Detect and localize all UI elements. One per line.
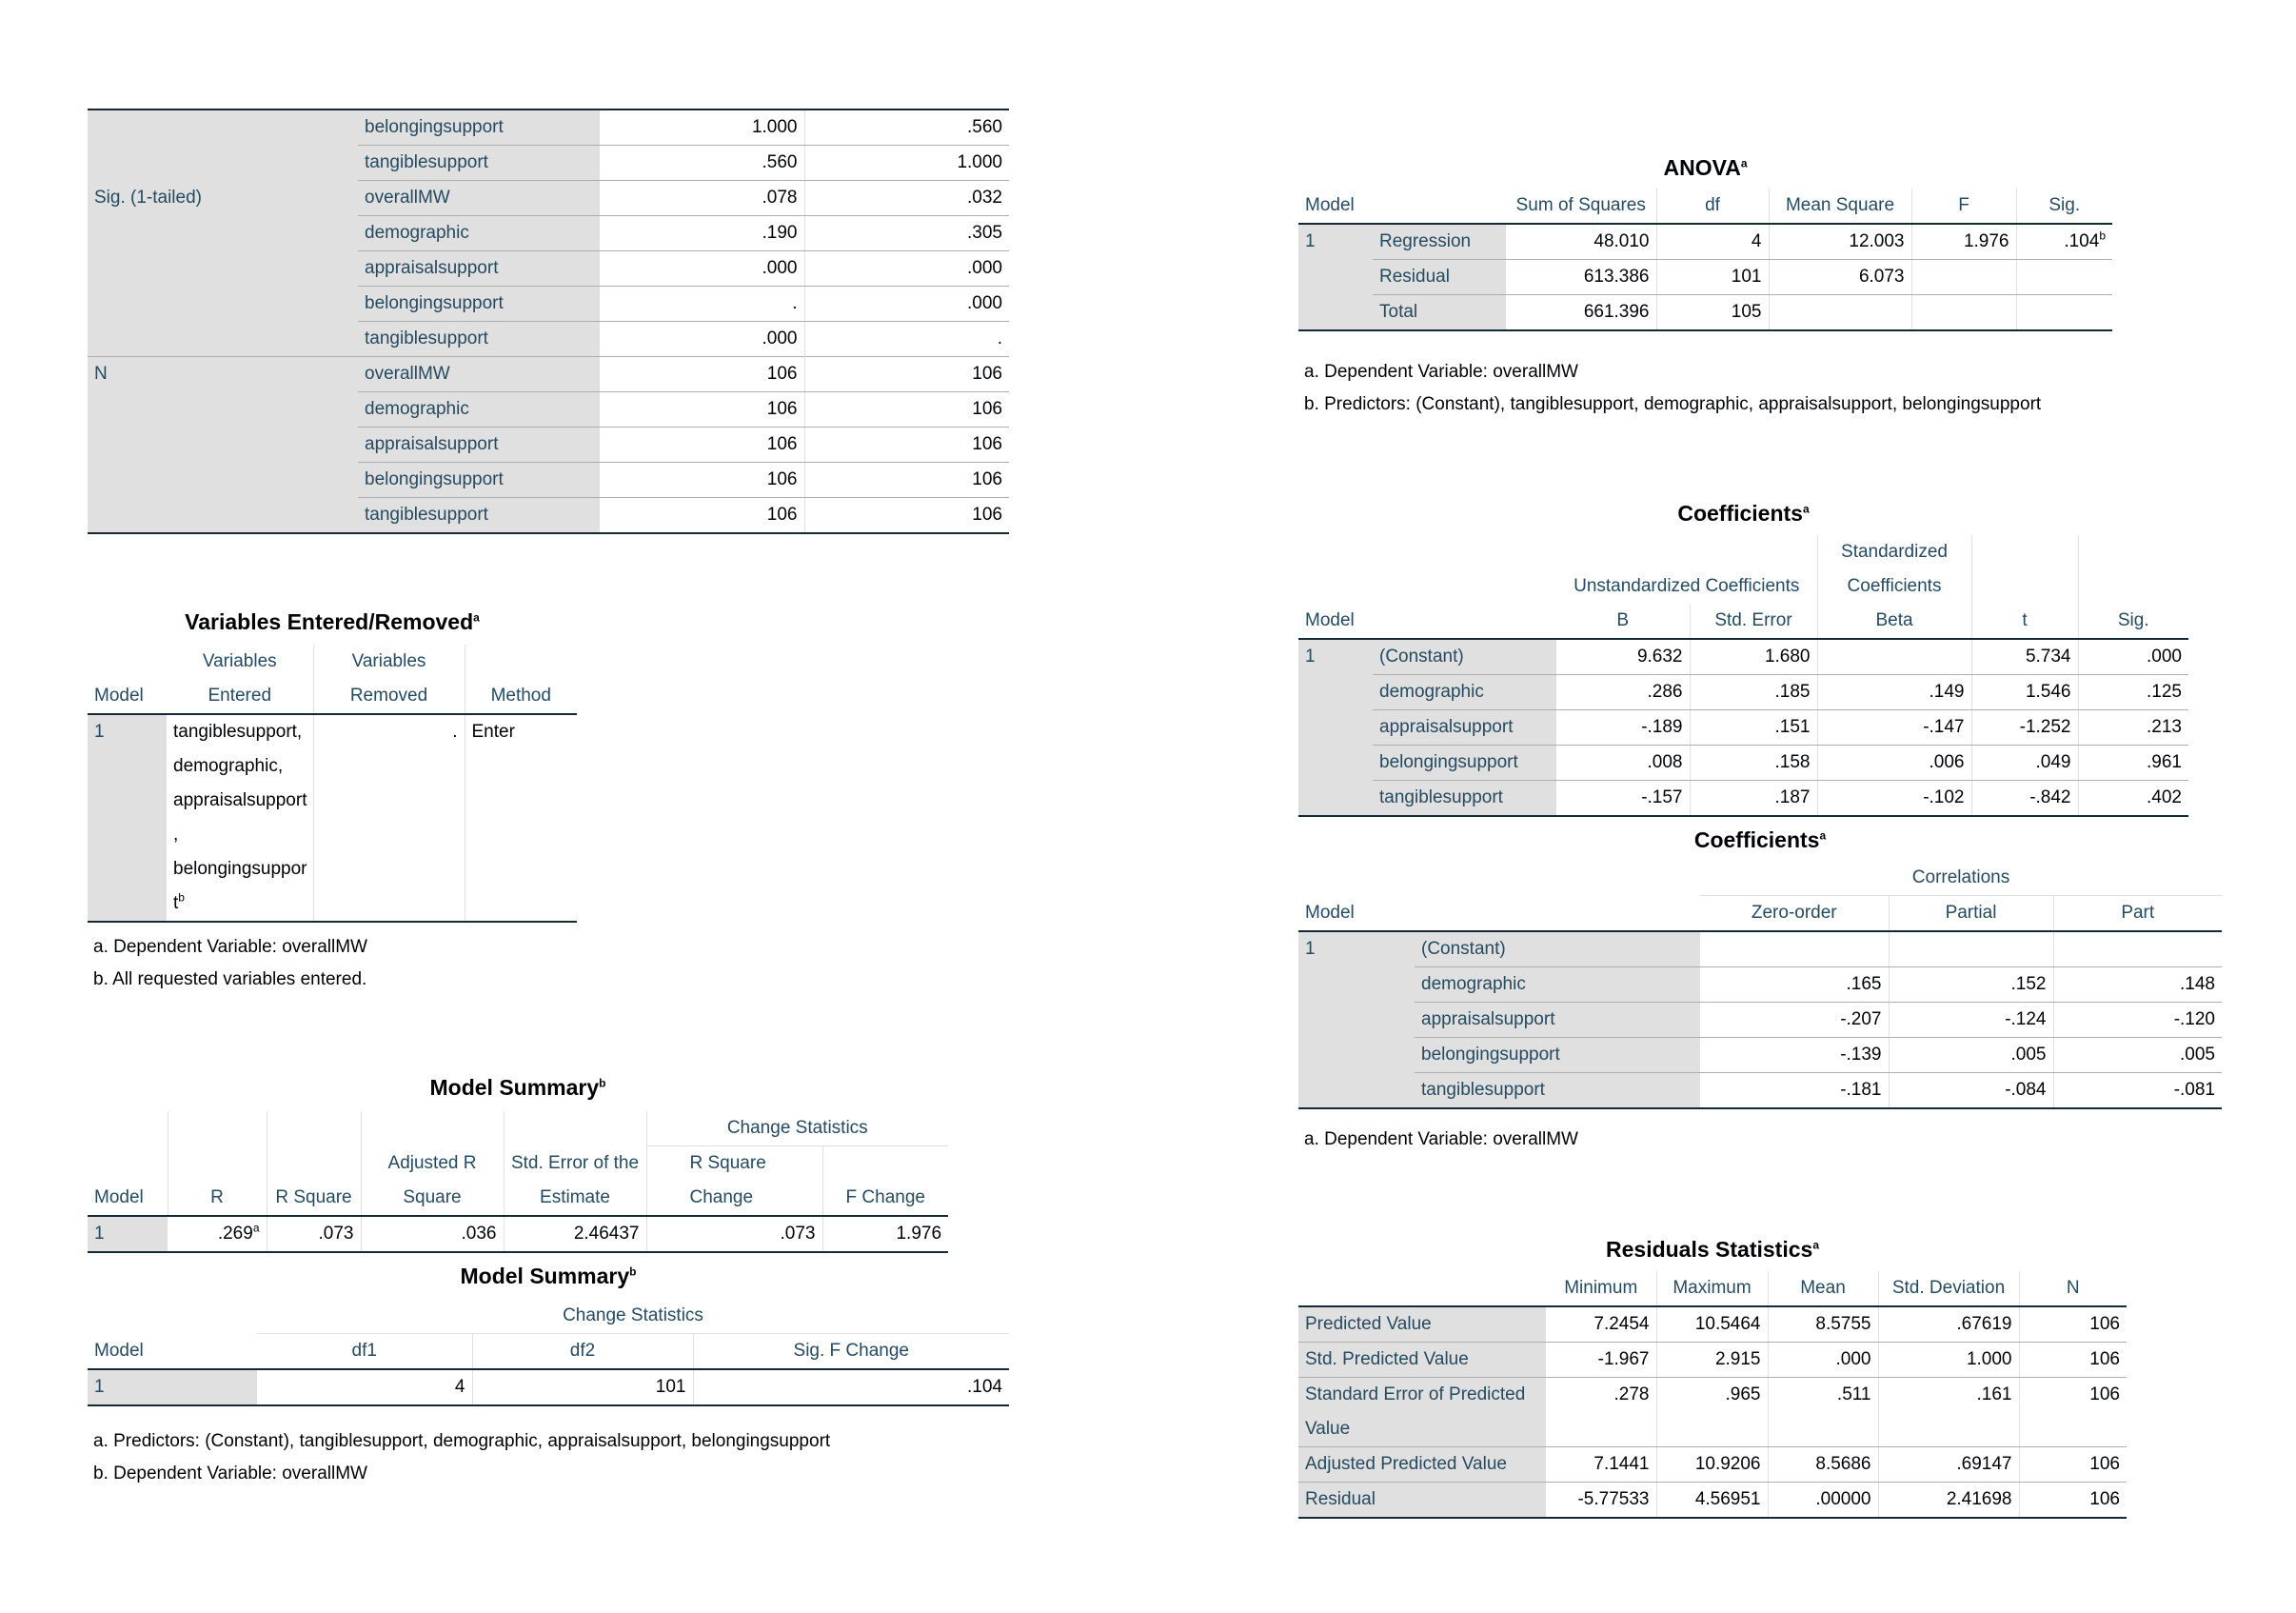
model-number: 1 [1298,931,1415,967]
cell: 2.41698 [1878,1483,2019,1519]
cell: -.081 [2173,1080,2215,1100]
cell: .213 [2078,710,2188,746]
col-header: Square [361,1181,504,1216]
col-header: R [168,1181,267,1216]
col-header: Mean Square [1769,189,1911,224]
row-label: Residual [1298,1483,1546,1519]
cell: 10.9206 [1656,1447,1768,1483]
row-label: belongingsupport [358,110,600,146]
cell: .67619 [1878,1306,2019,1343]
cell: .000 [1768,1343,1878,1378]
cell: 106 [600,463,804,498]
cell: 4 [257,1369,472,1405]
cell [1911,295,2016,331]
col-group-header: Change Statistics [257,1299,1009,1334]
col-header: Variables [167,645,313,679]
cell [1889,931,2053,967]
col-header: df1 [257,1334,472,1370]
cell: .125 [2078,675,2188,710]
footnote: a. Dependent Variable: overallMW [1304,362,1578,382]
cell: .402 [2147,787,2182,807]
col-header: Model [88,1181,168,1216]
col-header: Adjusted R [361,1146,504,1182]
cell: -.842 [1971,781,2078,817]
col-header: Coefficients [1817,569,1971,604]
cell: 101 [1656,260,1769,295]
cell: .073 [646,1216,822,1252]
cell: -.139 [1700,1038,1889,1073]
col-header: Variables [313,645,465,679]
col-header: Standardized [1817,535,1971,569]
row-label: belongingsupport [358,287,600,322]
cell: .560 [804,110,1009,146]
col-header: Partial [1889,896,2053,932]
row-label: tangiblesupport [358,146,600,181]
col-header: df [1656,189,1769,224]
model-summary-2-table [88,1299,1009,1406]
cell: 7.1441 [1546,1447,1656,1483]
correlations-table [88,109,1009,534]
anova-table [1298,189,2112,331]
col-header: Removed [313,679,465,714]
cell: .073 [267,1216,361,1252]
col-header: Std. Deviation [1878,1271,2019,1306]
cell: -.181 [1700,1073,1889,1109]
cell: -.207 [1700,1003,1889,1038]
cell: .149 [1817,675,1971,710]
cell: .190 [600,216,804,251]
anova-title: ANOVA$^a$ [1663,155,1748,180]
cell: 1.680 [1690,639,1817,675]
cell: .165 [1700,967,1889,1003]
col-header: Maximum [1656,1271,1768,1306]
row-label: demographic [358,392,600,428]
col-header: Model [1305,610,1355,630]
cell: 2.46437 [504,1216,646,1252]
cell: 1.976 [1911,224,2016,260]
model-summary-title: Model Summary$^b$ [429,1075,606,1100]
footnote: a. Dependent Variable: overallMW [93,937,367,957]
cell: 101 [472,1369,693,1405]
row-label: appraisalsupport [1415,1003,1700,1038]
coefficients-table [1298,535,2188,817]
col-header: B [1556,604,1690,639]
variables-entered-table [88,645,577,923]
model-number: 1 [88,1369,257,1405]
cell: 106 [2019,1343,2127,1378]
cell: 106 [804,463,1009,498]
col-header: Sig. F Change [793,1341,909,1361]
col-header: Method [490,686,551,706]
cell: -5.77533 [1546,1483,1656,1519]
cell: 106 [972,505,1002,525]
col-header: Model [94,1340,144,1361]
row-label: Residual [1373,260,1506,295]
cell: 661.396 [1506,295,1656,331]
cell: .049 [1971,746,2078,781]
cell: .511 [1768,1378,1878,1447]
footnote: b. Predictors: (Constant), tangiblesupport, demographic, appraisalsupport, belongingsupport [1304,394,2042,414]
row-label: (Constant) [1415,931,1700,967]
cell: .187 [1690,781,1817,817]
cell: 48.010 [1506,224,1656,260]
cell: .158 [1690,746,1817,781]
col-header: R Square [267,1181,361,1216]
row-label: overallMW [358,181,600,216]
cell: 106 [600,498,804,534]
col-header: Beta [1817,604,1971,639]
col-header: Change [646,1181,822,1216]
cell: 105 [1656,295,1769,331]
cell [1769,295,1911,331]
cell: .965 [1656,1378,1768,1447]
cell [1817,639,1971,675]
cell: .104 [967,1377,1002,1397]
cell: 106 [804,428,1009,463]
model-number: 1 [88,714,167,922]
cell: 106 [600,428,804,463]
cell: .148 [2053,967,2222,1003]
cell: .032 [804,181,1009,216]
cell: -.157 [1556,781,1690,817]
col-header: R Square [646,1146,822,1182]
cell: .151 [1690,710,1817,746]
cell: 106 [600,357,804,392]
col-header: F [1911,189,2016,224]
col-header: df2 [472,1334,693,1370]
cell: 4.56951 [1656,1483,1768,1519]
cell: 613.386 [1506,260,1656,295]
row-label: appraisalsupport [358,428,600,463]
cell: -.120 [2053,1003,2222,1038]
cell: .000 [804,287,1009,322]
row-label: Total [1373,295,1506,331]
cell: .000 [600,251,804,287]
cell: .269$^a$ [168,1216,267,1252]
cell: .000 [600,322,804,357]
col-header: F Change [845,1187,925,1207]
cell: .305 [804,216,1009,251]
row-label: appraisalsupport [358,251,600,287]
col-header: Model [1305,195,1355,215]
cell: -.147 [1817,710,1971,746]
cell: -.189 [1556,710,1690,746]
group-label: Sig. (1-tailed) [88,181,358,216]
cell: .286 [1556,675,1690,710]
footnote: b. Dependent Variable: overallMW [93,1464,367,1484]
col-header: Minimum [1546,1271,1656,1306]
cell: 6.073 [1769,260,1911,295]
cell: .185 [1690,675,1817,710]
col-group-header: Change Statistics [646,1111,948,1146]
cell: 5.734 [1971,639,2078,675]
row-label: tangiblesupport [1373,781,1556,817]
cell: -1.967 [1546,1343,1656,1378]
cell: .961 [2078,746,2188,781]
col-header: t [1971,604,2078,639]
cell: 106 [2019,1378,2127,1447]
cell: 106 [2019,1447,2127,1483]
cell [1911,260,2016,295]
cell: 12.003 [1769,224,1911,260]
row-label: overallMW [358,357,600,392]
cell: -.102 [1817,781,1971,817]
col-header: Mean [1768,1271,1878,1306]
variables-entered-title: Variables Entered/Removed$^a$ [185,609,480,634]
cell [2016,295,2112,331]
cell: .005 [2053,1038,2222,1073]
row-label: belongingsupport [358,463,600,498]
model-number: 1 [1298,224,1373,260]
coefficients-title: Coefficients$^a$ [1677,501,1810,526]
cell: -.124 [1889,1003,2053,1038]
col-header: Estimate [504,1181,646,1216]
cell: .036 [361,1216,504,1252]
model-number: 1 [88,1216,168,1252]
col-header: Sig. [2049,195,2081,215]
row-label: appraisalsupport [1373,710,1556,746]
col-header: Std. Error [1690,604,1817,639]
cell: 1.000 [804,146,1009,181]
cell [2053,931,2222,967]
row-label: Standard Error of Predicted Value [1298,1378,1546,1447]
row-label: tangiblesupport [358,322,600,357]
model-number: 1 [1298,639,1373,675]
cell: 1.546 [1971,675,2078,710]
cell: 106 [804,392,1009,428]
row-label: Adjusted Predicted Value [1298,1447,1546,1483]
row-label: Predicted Value [1298,1306,1546,1343]
cell: .278 [1546,1378,1656,1447]
cell: . [600,287,804,322]
cell: 1.000 [1878,1343,2019,1378]
removed-variables: . [313,714,465,922]
cell: .000 [804,251,1009,287]
cell: .006 [1817,746,1971,781]
cell: .560 [600,146,804,181]
cell [2016,260,2112,295]
cell: .000 [2078,639,2188,675]
col-header: Model [1305,902,1355,923]
row-label: tangiblesupport [1415,1073,1700,1109]
cell [1700,931,1889,967]
cell: 4 [1656,224,1769,260]
row-label: demographic [1415,967,1700,1003]
residuals-table [1298,1271,2127,1519]
cell: . [997,329,1002,348]
coefficients-correlations-table [1298,861,2222,1109]
cell: 106 [2019,1306,2127,1343]
cell: 2.915 [1656,1343,1768,1378]
row-label: Regression [1373,224,1506,260]
cell: 8.5755 [1768,1306,1878,1343]
col-header: Zero-order [1700,896,1889,932]
cell: 10.5464 [1656,1306,1768,1343]
cell: .008 [1556,746,1690,781]
cell: 1.976 [896,1224,942,1244]
col-header: Sig. [2117,610,2149,630]
col-group-header: Unstandardized Coefficients [1556,569,1817,604]
residuals-title: Residuals Statistics$^a$ [1606,1237,1819,1262]
row-label: (Constant) [1373,639,1556,675]
cell: 106 [2089,1489,2120,1509]
cell: 7.2454 [1546,1306,1656,1343]
row-label: belongingsupport [1373,746,1556,781]
group-label: N [88,357,358,392]
cell: -.084 [1889,1073,2053,1109]
cell: .69147 [1878,1447,2019,1483]
row-label: tangiblesupport [358,498,600,534]
coefficients-correlations-title: Coefficients$^a$ [1693,827,1827,852]
cell: -1.252 [1971,710,2078,746]
cell: .104$^b$ [2016,224,2112,260]
col-header: Part [2121,903,2155,923]
cell: 8.5686 [1768,1447,1878,1483]
col-header: Model [94,686,144,706]
cell: .00000 [1768,1483,1878,1519]
col-group-header: Correlations [1700,861,2222,896]
cell: .152 [1889,967,2053,1003]
cell: 106 [804,357,1009,392]
row-label: demographic [1373,675,1556,710]
footnote: b. All requested variables entered. [93,969,367,989]
method: Enter [471,722,515,742]
col-header: Std. Error of the [504,1146,646,1182]
col-header: Entered [167,679,313,714]
footnote: a. Predictors: (Constant), tangiblesupport, demographic, appraisalsupport, belongingsupport [93,1431,831,1451]
cell: 106 [600,392,804,428]
col-header: Sum of Squares [1506,189,1656,224]
model-summary-title: Model Summary$^b$ [460,1264,637,1288]
cell: .078 [600,181,804,216]
footnote: a. Dependent Variable: overallMW [1304,1129,1578,1149]
col-header: N [2066,1278,2080,1298]
cell: 1.000 [600,110,804,146]
row-label: belongingsupport [1415,1038,1700,1073]
cell: 9.632 [1556,639,1690,675]
model-summary-table [88,1111,948,1253]
entered-variables: tangiblesupport, demographic, appraisalsupport , belongingsuppor $t^b$ [167,714,313,922]
row-label: demographic [358,216,600,251]
cell: .161 [1878,1378,2019,1447]
row-label: Std. Predicted Value [1298,1343,1546,1378]
cell: .005 [1889,1038,2053,1073]
